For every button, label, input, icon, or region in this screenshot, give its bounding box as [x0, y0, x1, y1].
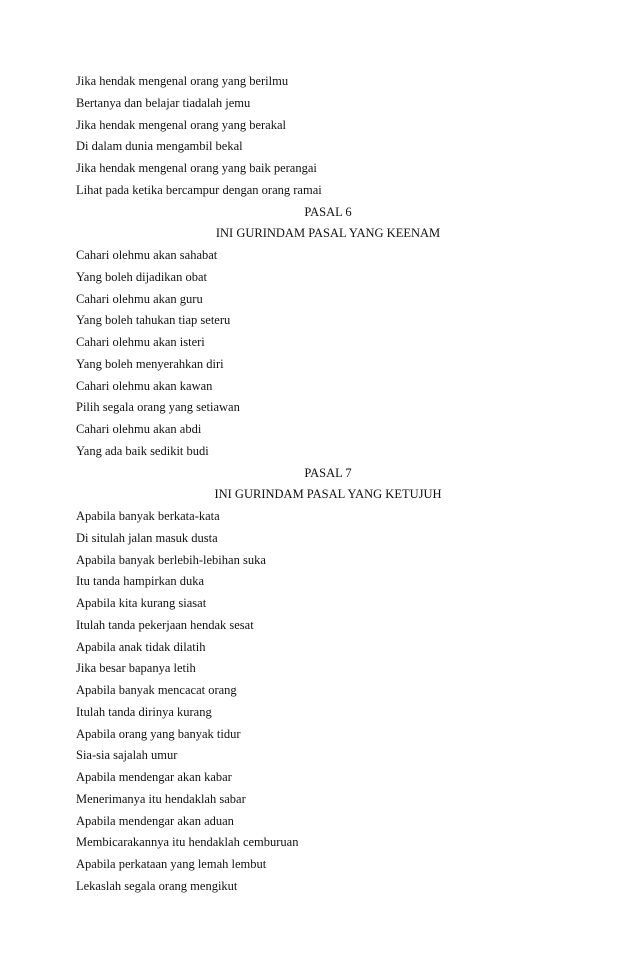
poem-line: Yang boleh dijadikan obat — [76, 269, 208, 284]
poem-line: Cahari olehmu akan abdi — [76, 422, 202, 436]
poem-line: Jika besar bapanya letih — [76, 661, 196, 676]
pasal-7-heading: INI GURINDAM PASAL YANG KETUJUH — [214, 487, 442, 502]
poem-line: Menerimanya itu hendaklah sabar — [76, 791, 246, 806]
pasal-6-heading: INI GURINDAM PASAL YANG KEENAM — [215, 226, 441, 241]
poem-line: Bertanya dan belajar tiadalah jemu — [76, 95, 251, 110]
poem-line: Itulah tanda dirinya kurang — [76, 704, 212, 719]
poem-line: Yang boleh tahukan tiap seteru — [76, 313, 231, 328]
poem-line: Jika hendak mengenal orang yang berakal — [76, 117, 286, 132]
poem-line: Apabila banyak berlebih-lebihan suka — [76, 552, 266, 567]
poem-line: Jika hendak mengenal orang yang berilmu — [76, 74, 289, 88]
poem-line: Itulah tanda pekerjaan hendak sesat — [76, 617, 254, 632]
poem-line: Cahari olehmu akan guru — [76, 291, 203, 306]
poem-line: Cahari olehmu akan isteri — [76, 335, 205, 349]
poem-line: Apabila mendengar akan aduan — [76, 813, 234, 828]
pasal-6-title: PASAL 6 — [304, 204, 352, 219]
poem-line: Apabila banyak mencacat orang — [76, 683, 237, 697]
poem-line: Yang boleh menyerahkan diri — [76, 356, 224, 371]
pasal-7-title: PASAL 7 — [304, 465, 352, 480]
poem-line: Pilih segala orang yang setiawan — [76, 400, 240, 415]
poem-line: Itu tanda hampirkan duka — [76, 574, 205, 589]
poem-line: Apabila anak tidak dilatih — [76, 639, 206, 654]
poem-line: Cahari olehmu akan sahabat — [76, 248, 218, 262]
poem-line: Yang ada baik sedikit budi — [76, 443, 209, 458]
poem-line: Lekaslah segala orang mengikut — [76, 878, 238, 893]
poem-line: Apabila mendengar akan kabar — [76, 770, 232, 784]
poem-line: Di dalam dunia mengambil bekal — [76, 139, 243, 154]
poem-body — [76, 71, 576, 898]
poem-line: Lihat pada ketika bercampur dengan orang ramai — [76, 182, 322, 197]
poem-line: Apabila orang yang banyak tidur — [76, 726, 241, 741]
poem-line: Cahari olehmu akan kawan — [76, 378, 213, 393]
poem-line: Sia-sia sajalah umur — [76, 748, 178, 763]
poem-line: Membicarakannya itu hendaklah cemburuan — [76, 835, 299, 850]
poem-line: Apabila banyak berkata-kata — [76, 509, 220, 523]
poem-line: Apabila perkataan yang lemah lembut — [76, 857, 267, 871]
poem-line: Apabila kita kurang siasat — [76, 596, 207, 610]
poem-line: Di situlah jalan masuk dusta — [76, 530, 218, 545]
poem-line: Jika hendak mengenal orang yang baik perangai — [76, 161, 317, 175]
